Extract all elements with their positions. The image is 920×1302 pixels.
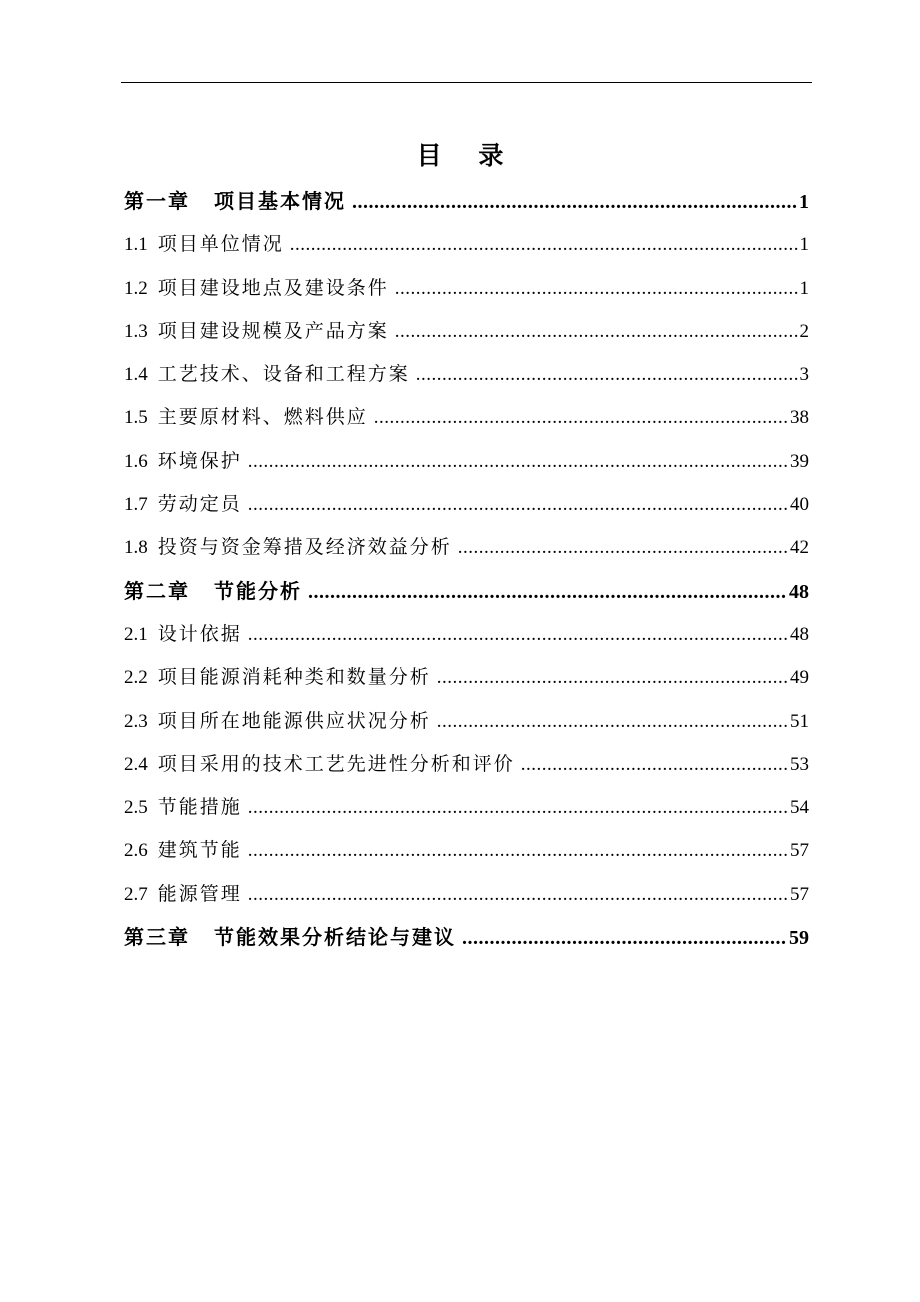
toc-entry-title xyxy=(124,613,242,656)
header-rule xyxy=(121,82,812,83)
toc-section-entry[interactable] xyxy=(124,526,809,569)
toc-section-entry[interactable] xyxy=(124,656,809,699)
toc-page-number: 57 xyxy=(790,840,809,862)
toc-page-number: 42 xyxy=(790,537,809,559)
toc-entry-title xyxy=(124,743,515,786)
toc-entry-number: 2.3 xyxy=(124,710,148,732)
toc-entry-label: 项目建设地点及建设条件 xyxy=(157,276,389,299)
toc-section-entry[interactable] xyxy=(124,743,809,786)
toc-entry-title xyxy=(124,829,242,872)
toc-section-entry[interactable] xyxy=(124,223,809,266)
toc-page-number: 1 xyxy=(799,191,809,213)
toc-entry-number: 1.4 xyxy=(124,364,148,386)
toc-section-entry[interactable] xyxy=(124,786,809,829)
toc-entry-title xyxy=(124,483,242,526)
toc-page-number: 48 xyxy=(789,580,809,603)
toc-entry-label: 劳动定员 xyxy=(157,493,242,516)
toc-dot-leader xyxy=(462,917,787,960)
toc-entry-number: 1.8 xyxy=(124,537,148,559)
toc-entry-number: 1.2 xyxy=(124,277,148,299)
toc-section-entry[interactable] xyxy=(124,613,809,656)
toc-entry-title xyxy=(124,570,302,613)
toc-section-entry[interactable] xyxy=(124,829,809,872)
toc-section-entry[interactable] xyxy=(124,483,809,526)
toc-page-number: 39 xyxy=(790,450,809,472)
toc-entry-label: 主要原材料、燃料供应 xyxy=(157,406,368,429)
toc-entry-title xyxy=(124,873,242,916)
toc-entry-title xyxy=(124,223,284,266)
toc-entry-label: 项目基本情况 xyxy=(214,189,346,213)
toc-dot-leader xyxy=(308,571,787,614)
toc-dot-leader xyxy=(248,873,788,916)
toc-page-number: 51 xyxy=(790,710,809,732)
toc-entry-title xyxy=(124,656,431,699)
toc-dot-leader xyxy=(374,396,788,439)
toc-entry-title xyxy=(124,180,346,223)
toc-section-entry[interactable] xyxy=(124,700,809,743)
toc-page-number: 53 xyxy=(790,753,809,775)
toc-page-number: 1 xyxy=(799,277,809,299)
toc-entry-title xyxy=(124,353,410,396)
toc-dot-leader xyxy=(248,786,788,829)
toc-entry-title xyxy=(124,786,242,829)
toc-dot-leader xyxy=(248,613,788,656)
toc-dot-leader xyxy=(248,440,788,483)
toc-entry-label: 节能分析 xyxy=(214,578,302,603)
toc-page-number: 49 xyxy=(790,667,809,689)
toc-chapter-entry[interactable] xyxy=(124,180,809,223)
toc-section-entry[interactable] xyxy=(124,440,809,483)
toc-chapter-entry[interactable] xyxy=(124,916,809,959)
toc-entry-title xyxy=(124,267,389,310)
toc-entry-number: 1.6 xyxy=(124,450,148,472)
toc-entry-label: 投资与资金筹措及经济效益分析 xyxy=(157,536,452,559)
toc-section-entry[interactable] xyxy=(124,267,809,310)
toc-entry-label: 设计依据 xyxy=(157,622,242,645)
toc-dot-leader xyxy=(437,656,788,699)
toc-page-number: 1 xyxy=(799,234,809,256)
toc-entry-number: 第一章 xyxy=(124,189,190,213)
toc-dot-leader xyxy=(290,223,798,266)
toc-entry-title xyxy=(124,396,368,439)
toc-entry-number: 1.1 xyxy=(124,234,148,256)
toc-page-number: 48 xyxy=(790,623,809,645)
toc-entry-number: 第三章 xyxy=(124,925,190,950)
toc-entry-title xyxy=(124,440,242,483)
toc-dot-leader xyxy=(395,310,798,353)
toc-entry-label: 节能效果分析结论与建议 xyxy=(214,925,456,950)
toc-entry-title xyxy=(124,526,452,569)
toc-entry-label: 项目能源消耗种类和数量分析 xyxy=(157,666,431,689)
toc-page-number: 38 xyxy=(790,407,809,429)
toc-entry-number: 2.6 xyxy=(124,840,148,862)
toc-entry-title xyxy=(124,916,456,959)
toc-dot-leader xyxy=(395,267,798,310)
toc-page-number: 3 xyxy=(799,364,809,386)
toc-entry-title xyxy=(124,310,389,353)
toc-entry-number: 1.3 xyxy=(124,320,148,342)
toc-section-entry[interactable] xyxy=(124,310,809,353)
toc-entry-label: 能源管理 xyxy=(157,882,242,905)
toc-list xyxy=(124,180,809,959)
toc-dot-leader xyxy=(416,353,798,396)
toc-entry-number: 2.5 xyxy=(124,797,148,819)
toc-entry-number: 1.5 xyxy=(124,407,148,429)
toc-entry-number: 2.2 xyxy=(124,667,148,689)
toc-entry-number: 1.7 xyxy=(124,494,148,516)
toc-page-number: 40 xyxy=(790,494,809,516)
toc-page-number: 59 xyxy=(789,927,809,950)
toc-entry-label: 项目单位情况 xyxy=(157,233,284,256)
toc-section-entry[interactable] xyxy=(124,396,809,439)
toc-entry-label: 环境保护 xyxy=(157,449,242,472)
toc-entry-label: 节能措施 xyxy=(157,796,242,819)
toc-dot-leader xyxy=(437,700,788,743)
toc-page-number: 2 xyxy=(799,320,809,342)
toc-page-number: 57 xyxy=(790,883,809,905)
toc-entry-number: 第二章 xyxy=(124,578,190,603)
toc-section-entry[interactable] xyxy=(124,353,809,396)
toc-entry-number: 2.4 xyxy=(124,753,148,775)
toc-entry-number: 2.1 xyxy=(124,623,148,645)
toc-entry-label: 建筑节能 xyxy=(157,839,242,862)
toc-entry-label: 工艺技术、设备和工程方案 xyxy=(157,363,410,386)
toc-chapter-entry[interactable] xyxy=(124,570,809,613)
toc-entry-title xyxy=(124,700,431,743)
toc-dot-leader xyxy=(458,526,788,569)
toc-section-entry[interactable] xyxy=(124,873,809,916)
toc-page-number: 54 xyxy=(790,797,809,819)
toc-dot-leader xyxy=(248,829,788,872)
toc-entry-number: 2.7 xyxy=(124,883,148,905)
toc-entry-label: 项目所在地能源供应状况分析 xyxy=(157,709,431,732)
toc-entry-label: 项目采用的技术工艺先进性分析和评价 xyxy=(157,752,515,775)
toc-dot-leader xyxy=(248,483,788,526)
toc-dot-leader xyxy=(352,181,797,224)
toc-dot-leader xyxy=(521,743,788,786)
toc-entry-label: 项目建设规模及产品方案 xyxy=(157,319,389,342)
toc-title: 目 录 xyxy=(416,141,518,170)
